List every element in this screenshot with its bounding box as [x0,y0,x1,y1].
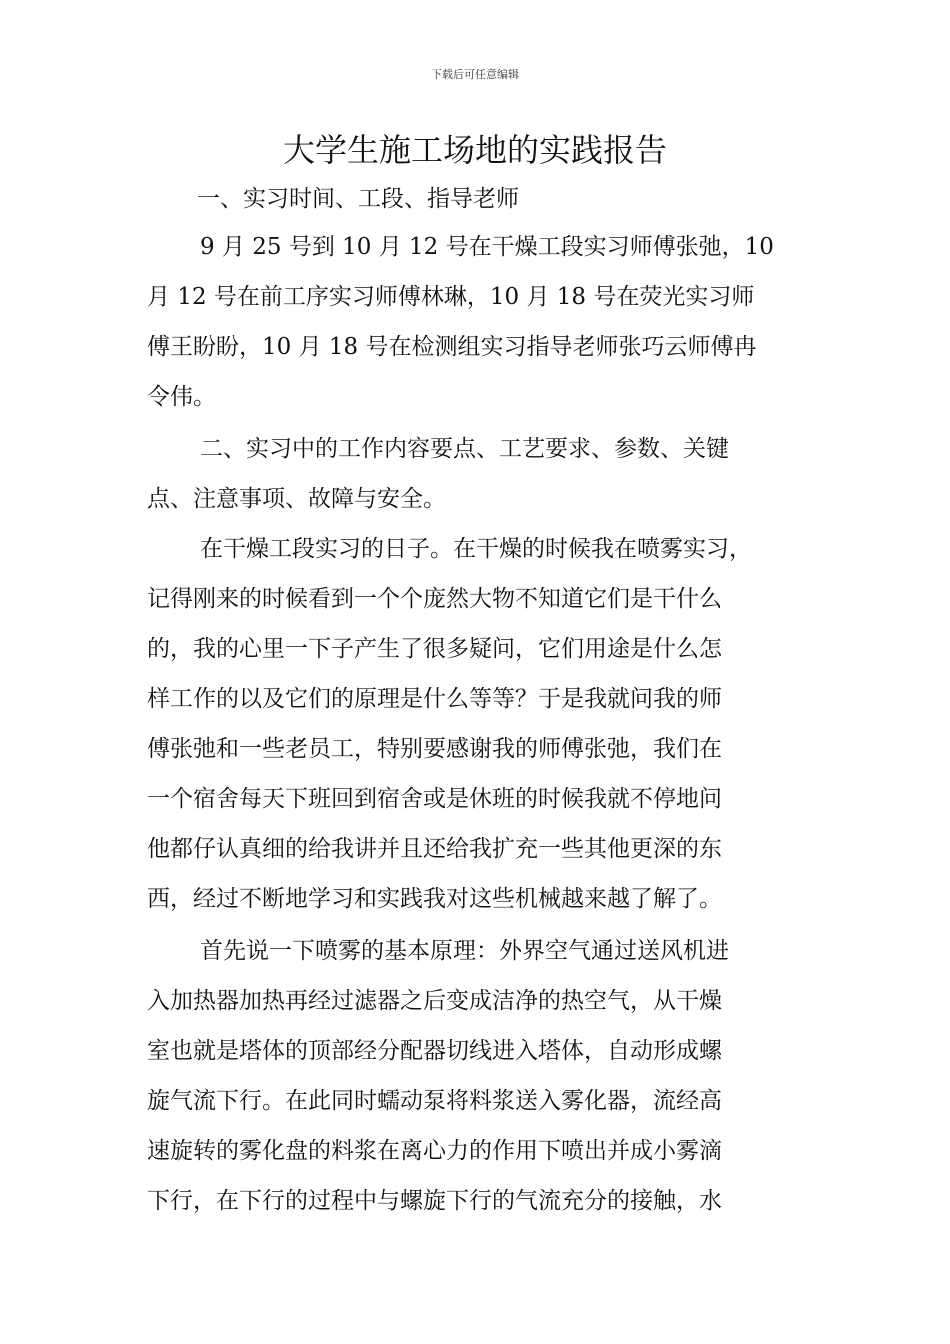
paragraph-line: 傅张弛和一些老员工，特别要感谢我的师傅张弛，我们在 [147,736,722,762]
paragraph-first-line: 9 月 25 号到 10 月 12 号在干燥工段实习师傅张弛，10 [200,234,774,260]
paragraph-line: 一个宿舍每天下班回到宿舍或是休班的时候我就不停地问 [147,786,722,812]
paragraph-line: 速旋转的雾化盘的料浆在离心力的作用下喷出并成小雾滴 [147,1138,722,1164]
paragraph-line: 室也就是塔体的顶部经分配器切线进入塔体，自动形成螺 [147,1038,722,1064]
paragraph-line: 傅王盼盼，10 月 18 号在检测组实习指导老师张巧云师傅冉 [147,334,757,360]
paragraph-line: 月 12 号在前工序实习师傅林琳，10 月 18 号在荧光实习师 [147,284,755,310]
paragraph-line: 记得刚来的时候看到一个个庞然大物不知道它们是干什么 [147,586,722,612]
paragraph-first-line: 二、实习中的工作内容要点、工艺要求、参数、关键 [200,436,729,462]
paragraph-first-line: 在干燥工段实习的日子。在干燥的时候我在喷雾实习， [200,536,752,562]
paragraph-line: 令伟。 [147,384,216,410]
paragraph-line: 下行，在下行的过程中与螺旋下行的气流充分的接触，水 [147,1188,722,1214]
paragraph-first-line: 首先说一下喷雾的基本原理：外界空气通过送风机进 [200,938,729,964]
paragraph-line: 入加热器加热再经过滤器之后变成洁净的热空气，从干燥 [147,988,722,1014]
paragraph-line: 旋气流下行。在此同时蠕动泵将料浆送入雾化器，流经高 [147,1088,722,1114]
paragraph-line: 样工作的以及它们的原理是什么等等？于是我就问我的师 [147,686,722,712]
section-heading-1: 一、实习时间、工段、指导老师 [197,186,519,212]
paragraph-line: 点、注意事项、故障与安全。 [147,486,446,512]
document-title: 大学生施工场地的实践报告 [282,131,667,169]
paragraph-line: 他都仔认真细的给我讲并且还给我扩充一些其他更深的东 [147,836,722,862]
header-note: 下载后可任意编辑 [431,68,519,81]
paragraph-line: 的，我的心里一下子产生了很多疑问，它们用途是什么怎 [147,636,722,662]
paragraph-line: 西，经过不断地学习和实践我对这些机械越来越了解了。 [147,886,722,912]
